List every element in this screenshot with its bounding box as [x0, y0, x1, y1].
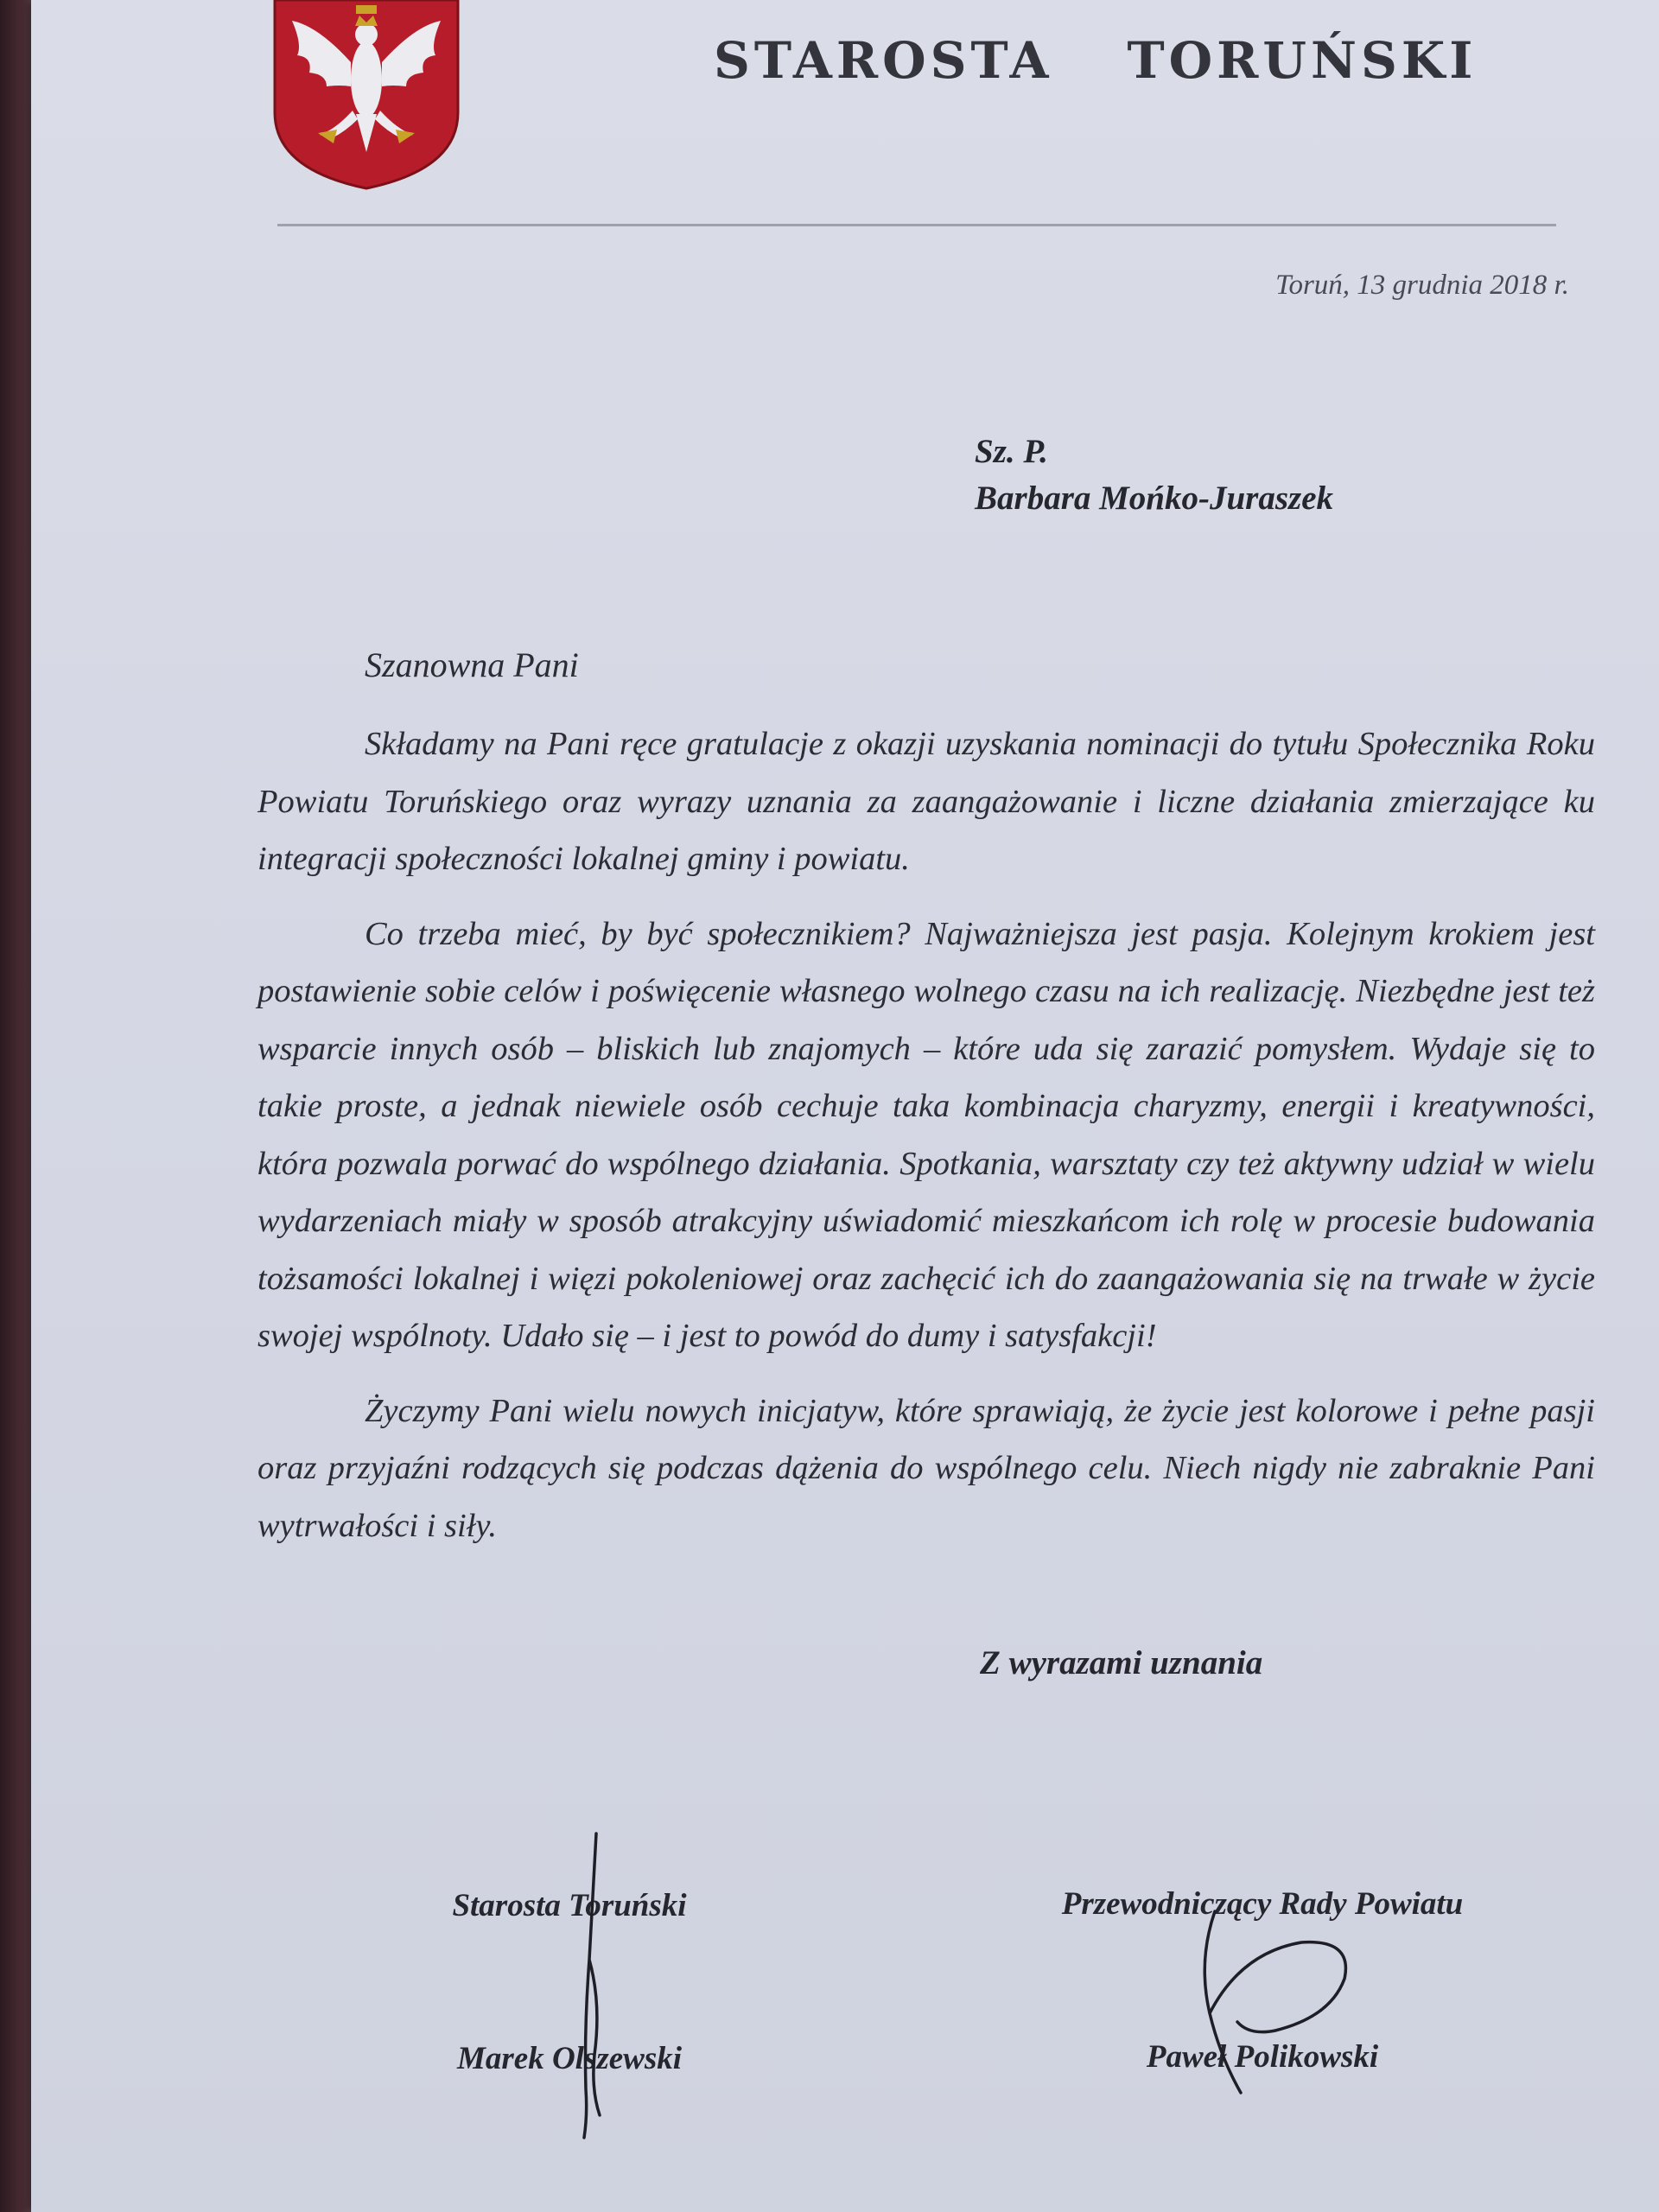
paragraph-congratulations: Składamy na Pani ręce gratulacje z okazji uzyskania nominacji do tytułu Społecznika Roku Powiatu Toruńskiego oraz wyrazy uznania za zaangażowanie i liczne działania zmierzające ku integracji społeczności lokalnej gminy i powiatu. — [257, 726, 1595, 877]
letterhead-divider — [277, 224, 1556, 226]
letter-body — [257, 715, 1595, 1572]
letter-page — [31, 0, 1659, 2212]
coat-of-arms-eagle-icon — [266, 0, 467, 190]
letter-date: Toruń, 13 grudnia 2018 r. — [1275, 270, 1569, 301]
paragraph-passion: Co trzeba mieć, by być społecznikiem? Najważniejsza jest pasja. Kolejnym krokiem jest postawienie sobie celów i poświęcenie własnego wolnego czasu na ich realizację. Niezbędne jest też wsparcie innych osób – bliskich lub znajomych – które uda się zarazić pomysłem. Wydaje się to takie proste, a jednak niewiele osób cechuje taka kombinacja charyzmy, energii i kreatywności, która pozwala porwać do wspólnego działania. Spotkania, warsztaty czy też aktywny udział w wielu wydarzeniach miały w sposób atrakcyjny uświadomić mieszkańcom ich rolę w procesie budowania tożsamości lokalnej i więzi pokoleniowej oraz zachęcić ich do zaangażowania się na trwałe w życie swojej wspólnoty. Udało się – i jest to powód do dumy i satysfakcji! — [257, 915, 1595, 1354]
recipient-honorific: Sz. P. — [975, 433, 1048, 470]
paragraph-wishes: Życzymy Pani wielu nowych inicjatyw, które sprawiają, że życie jest kolorowe i pełne pasji oraz przyjaźni rodzących się podczas dążenia do wspólnego celu. Niech nigdy nie zabraknie Pani wytrwałości i siły. — [257, 1392, 1595, 1544]
recipient-block — [975, 429, 1333, 522]
letterhead-word-starosta: STAROSTA — [714, 31, 1053, 90]
letterhead-word-torunski: TORUŃSKI — [1127, 31, 1478, 90]
signatory-role: Przewodniczący Rady Powiatu — [1061, 1886, 1464, 1922]
recipient-name: Barbara Mońko-Juraszek — [975, 480, 1334, 517]
signatory-name: Marek Olszewski — [456, 2041, 683, 2076]
closing-phrase: Z wyrazami uznania — [980, 1644, 1263, 1681]
handwritten-signature-left — [558, 1830, 627, 2141]
handwritten-signature-right — [1189, 1901, 1362, 2100]
letterhead-title — [714, 31, 1477, 90]
salutation: Szanowna Pani — [365, 645, 579, 684]
signatory-name: Paweł Polikowski — [1146, 2039, 1379, 2075]
signatory-role: Starosta Toruński — [452, 1888, 687, 1923]
